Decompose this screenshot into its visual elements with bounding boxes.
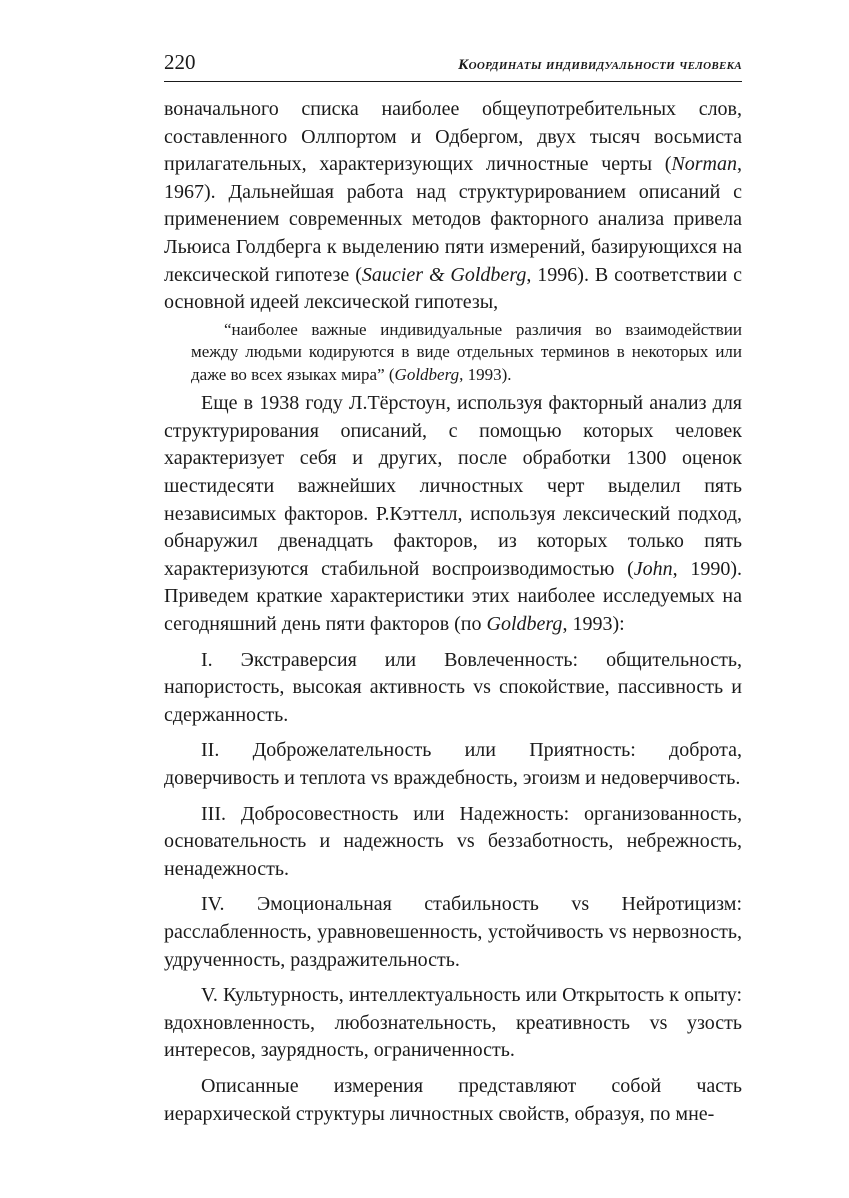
citation-john: John	[633, 557, 673, 580]
citation-norman: Norman	[671, 153, 737, 176]
block-quote: “наиболее важные индивидуальные различия во взаимодействии между людьми кодируются в виде отдельных терминов в некоторых или даже во всех языках мира” (Goldberg, 1993).	[191, 319, 742, 384]
paragraph-1: воначального списка наиболее общеупотребительных слов, составленного Оллпортом и Одбергом, двух тысяч восьмиста прилагательных, характеризующих личностные черты (Norman, 1967). Дальнейшая работа над структурированием описаний с применением современных методов факторного анализа привела Льюиса Голдберга к выделению пяти измерений, базирующихся на лексической гипотезе (Saucier & Goldberg, 1996). В соответствии с основной идеей лексической гипотезы,	[164, 98, 743, 314]
book-page	[164, 50, 742, 1128]
page-number: 220	[164, 50, 196, 74]
citation-saucier-goldberg: Saucier & Goldberg	[361, 263, 527, 286]
citation-goldberg: Goldberg	[486, 613, 563, 635]
paragraph-3: Описанные измерения представляют собой часть иерархической структуры личностных свойств, образуя, по мне-	[164, 1074, 742, 1125]
citation-goldberg-quote: Goldberg	[394, 364, 460, 384]
factor-4-emotional-stability: IV. Эмоциональная стабильность vs Нейротицизм: расслабленность, уравновешенность, устойчивость vs нервозность, удрученность, раздражительность.	[164, 893, 742, 971]
running-head	[164, 50, 742, 82]
factor-5-openness: V. Культурность, интеллектуальность или Открытость к опыту: вдохновленность, любознательность, креативность vs узость интересов, заурядность, ограниченность.	[164, 984, 742, 1062]
paragraph-2: Еще в 1938 году Л.Тёрстоун, используя факторный анализ для структурирования описаний, с помощью которых человек характеризует себя и других, после обработки 1300 оценок шестидесяти важнейших личностных черт выделил пять независимых факторов. Р.Кэттелл, используя лексический подход, обнаружил двенадцать факторов, из которых только пять характеризуются стабильной воспроизводимостью (John, 1990). Приведем краткие характеристики этих наиболее исследуемых на сегодняшний день пяти факторов (по Goldberg, 1993):	[164, 392, 742, 635]
factor-3-conscientiousness: III. Добросовестность или Надежность: организованность, основательность и надежность vs беззаботность, небрежность, ненадежность.	[164, 802, 742, 880]
running-title: Координаты индивидуальности человека	[458, 57, 742, 73]
factor-1-extraversion: I. Экстраверсия или Вовлеченность: общительность, напористость, высокая активность vs спокойствие, пассивность и сдержанность.	[164, 648, 742, 726]
page-body	[164, 96, 742, 1128]
factor-2-agreeableness: II. Доброжелательность или Приятность: доброта, доверчивость и теплота vs враждебность, эгоизм и недоверчивость.	[164, 739, 742, 789]
